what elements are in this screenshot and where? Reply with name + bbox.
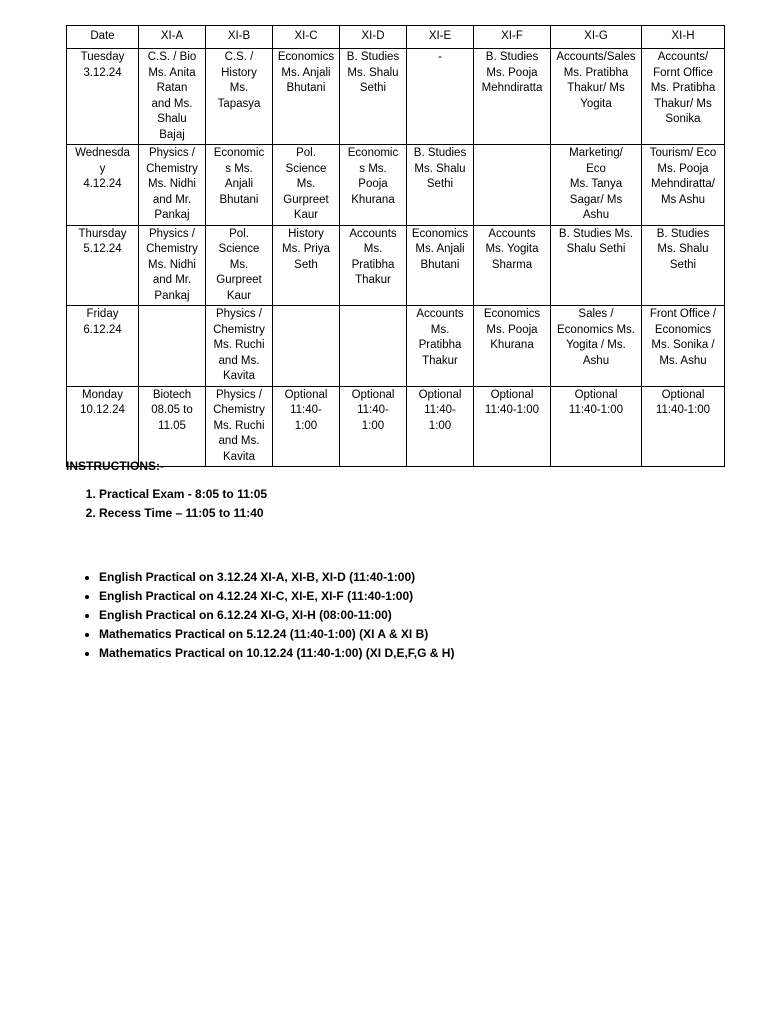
date-cell [67,306,139,387]
table-cell [273,225,340,306]
cell-text: B. Studies Ms. Shalu Sethi [346,51,400,94]
date-text: Monday 10.12.24 [80,388,125,416]
table-cell [407,386,474,467]
cell-text: Tourism/ Eco Ms. Pooja Mehndiratta/ Ms Ashu [649,147,717,206]
table-cell [206,386,273,467]
date-text: Tuesday 3.12.24 [80,51,125,79]
table-cell [642,49,725,145]
header-xi-h: XI-H [642,26,725,49]
date-text: Friday 6.12.24 [83,308,122,336]
cell-text: Physics / Chemistry Ms. Ruchi and Ms. Kavita [213,308,265,382]
table-cell [642,306,725,387]
cell-text: Accounts Ms. Yogita Sharma [485,227,539,271]
table-cell [642,225,725,306]
header-xi-g: XI-G [551,26,642,49]
cell-text: Accounts Ms. Pratibha Thakur [416,308,464,367]
table-cell [340,306,407,387]
table-cell [474,386,551,467]
table-cell [407,225,474,306]
cell-text: B. Studies Ms. Shalu Sethi [656,227,710,271]
cell-text: Physics / Chemistry Ms. Ruchi and Ms. Kavita [213,388,265,463]
date-text: Wednesda y 4.12.24 [75,147,130,190]
table-cell [474,225,551,306]
table-cell [551,145,642,226]
table-cell [273,49,340,145]
table-cell [474,145,551,226]
header-xi-e: XI-E [407,26,474,49]
table-cell [206,49,273,145]
cell-text: Optional 11:40-1:00 [655,388,711,416]
cell-text: Economics Ms. Anjali Bhutani [411,227,469,271]
cell-text: B. Studies Ms. Shalu Sethi [558,227,634,255]
date-cell [67,145,139,226]
table-cell [551,49,642,145]
table-cell [206,225,273,306]
table-cell [139,306,206,387]
cell-text: Optional 11:40- 1:00 [351,388,395,432]
table-cell [474,306,551,387]
list-item: • English Practical on 4.12.24 XI-C, XI-E, XI-F (11:40-1:00) [99,587,454,606]
cell-text: C.S. / History Ms. Tapasya [217,51,261,110]
table-cell [407,49,474,145]
header-xi-c: XI-C [273,26,340,49]
table-cell [642,145,725,226]
list-item: 2. Recess Time – 11:05 to 11:40 [99,504,267,523]
cell-text: Biotech 08.05 to 11.05 [151,388,193,432]
cell-text: Optional 11:40- 1:00 [284,388,328,432]
table-cell [340,225,407,306]
instructions-steps-list [66,485,267,523]
table-cell [206,306,273,387]
table-header-row [67,26,725,49]
date-text: Thursday 5.12.24 [78,227,127,255]
cell-text: - [438,51,442,63]
cell-text: Pol. Science Ms. Gurpreet Kaur [283,147,329,221]
practical-notes-list [66,568,454,663]
date-cell [67,49,139,145]
table-cell [551,386,642,467]
table-cell [407,145,474,226]
table-cell [273,145,340,226]
table-cell [139,225,206,306]
cell-text: Economic s Ms. Pooja Khurana [347,147,399,206]
table-cell [642,386,725,467]
cell-text: Pol. Science Ms. Gurpreet Kaur [216,227,262,302]
cell-text: Economic s Ms. Anjali Bhutani [213,147,265,206]
table-cell [273,306,340,387]
table-cell [273,386,340,467]
table-cell [407,306,474,387]
instructions-heading: INSTRUCTIONS:- [66,459,164,473]
cell-text: Accounts/ Fornt Office Ms. Pratibha Thakur/ Ms Sonika [650,51,716,125]
table-row [67,386,725,467]
table-cell [340,49,407,145]
header-xi-f: XI-F [474,26,551,49]
table-cell [139,386,206,467]
cell-text: Optional 11:40-1:00 [568,388,624,416]
list-item: 1. Practical Exam - 8:05 to 11:05 [99,485,267,504]
table-cell [551,225,642,306]
cell-text: Physics / Chemistry Ms. Nidhi and Mr. Pankaj [146,147,198,221]
cell-text: Economics Ms. Anjali Bhutani [277,51,335,94]
list-item: • English Practical on 3.12.24 XI-A, XI-B, XI-D (11:40-1:00) [99,568,454,587]
cell-text: Optional 11:40-1:00 [484,388,540,416]
cell-text: Marketing/ Eco Ms. Tanya Sagar/ Ms Ashu [569,147,623,221]
cell-text: Optional 11:40- 1:00 [418,388,462,432]
table-cell [474,49,551,145]
table-cell [139,145,206,226]
cell-text: Front Office / Economics Ms. Sonika / Ms. Ashu [649,308,717,367]
table-row [67,145,725,226]
date-cell [67,386,139,467]
cell-text: C.S. / Bio Ms. Anita Ratan and Ms. Shalu Bajaj [147,51,197,141]
table-row [67,306,725,387]
date-cell [67,225,139,306]
cell-text: Accounts Ms. Pratibha Thakur [349,227,397,286]
list-item: • English Practical on 6.12.24 XI-G, XI-H (08:00-11:00) [99,606,454,625]
cell-text: Accounts/Sales Ms. Pratibha Thakur/ Ms Yogita [556,51,636,110]
table-cell [139,49,206,145]
cell-text: History Ms. Priya Seth [282,227,330,271]
cell-text: Sales / Economics Ms. Yogita / Ms. Ashu [557,308,635,367]
header-xi-d: XI-D [340,26,407,49]
list-item: • Mathematics Practical on 5.12.24 (11:40-1:00) (XI A & XI B) [99,625,454,644]
table-cell [551,306,642,387]
table-cell [340,145,407,226]
header-xi-a: XI-A [139,26,206,49]
table-row [67,49,725,145]
table-row [67,225,725,306]
cell-text: B. Studies Ms. Pooja Mehndiratta [481,51,543,94]
cell-text: Economics Ms. Pooja Khurana [483,308,541,351]
header-date: Date [67,26,139,49]
exam-schedule-table [66,25,725,467]
cell-text: B. Studies Ms. Shalu Sethi [413,147,467,190]
header-xi-b: XI-B [206,26,273,49]
table-cell [206,145,273,226]
list-item: • Mathematics Practical on 10.12.24 (11:40-1:00) (XI D,E,F,G & H) [99,644,454,663]
cell-text: Physics / Chemistry Ms. Nidhi and Mr. Pankaj [146,227,198,302]
table-cell [340,386,407,467]
